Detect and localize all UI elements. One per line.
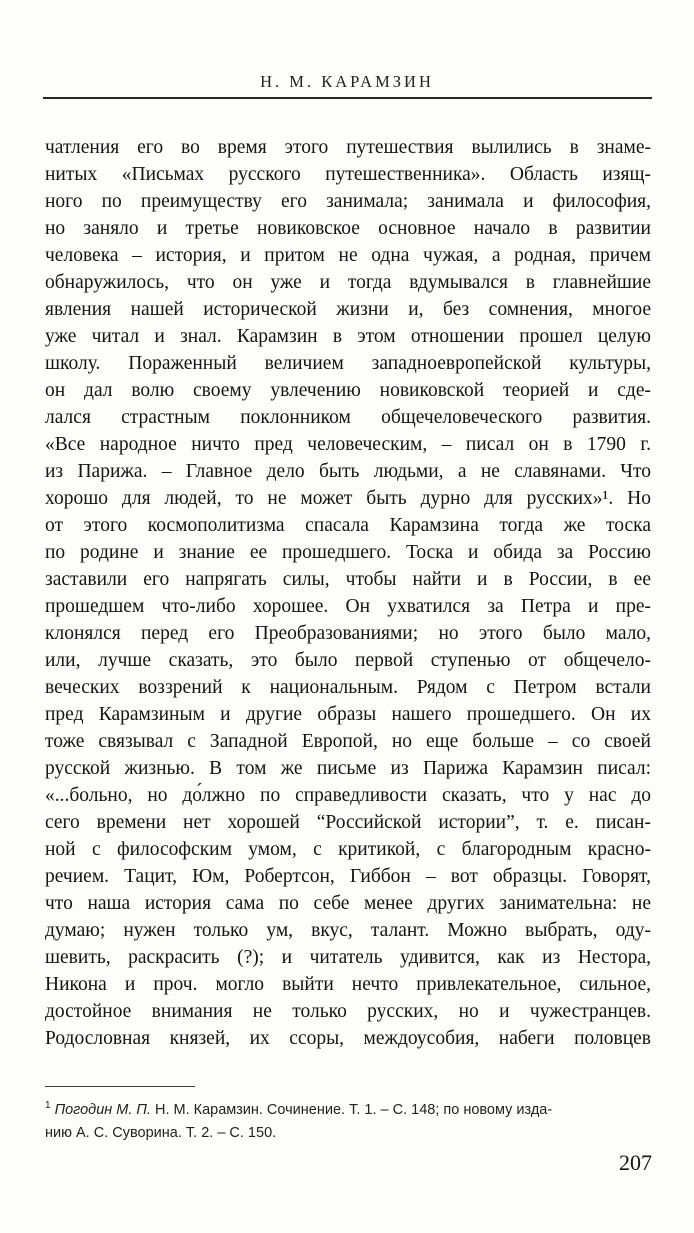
body-line: человека – история, и притом не одна чужая, а родная, причем (45, 245, 651, 266)
footnote-block (45, 1086, 651, 1145)
page-number: 207 (619, 1150, 652, 1175)
header-rule (43, 97, 652, 99)
body-line: «...больно, но до́лжно по справедливости сказать, что у нас до (45, 785, 651, 806)
body-line: тоже связывал с Западной Европой, но еще больше – со своей (45, 731, 651, 752)
body-line: клонялся перед его Преобразованиями; но этого было мало, (45, 623, 651, 644)
body-line: думаю; нужен только ум, вкус, талант. Можно выбрать, оду- (45, 920, 651, 941)
body-line: «Все народное ничто пред человеческим, – писал он в 1790 г. (45, 434, 651, 455)
body-line: он дал волю своему увлечению новиковской теорией и сде- (45, 380, 651, 401)
body-line: хорошо для людей, то не может быть дурно для русских»¹. Но (45, 488, 651, 509)
body-line: что наша история сама по себе менее других занимательна: не (45, 893, 651, 914)
body-line: достойное внимания не только русских, но и чужестранцев. (45, 1001, 651, 1022)
body-line: заставили его напрягать силы, чтобы найти и в России, в ее (45, 569, 651, 590)
body-line: нитых «Письмах русского путешественника». Область изящ- (45, 164, 651, 185)
body-line: но заняло и третье новиковское основное начало в развитии (45, 218, 651, 239)
body-line: ной с философским умом, с критикой, с благородным красно- (45, 839, 651, 860)
body-line: или, лучше сказать, это было первой ступенью от общечело- (45, 650, 651, 671)
footnote-line-1 (45, 1094, 651, 1122)
footnote-marker: 1 (45, 1100, 51, 1111)
footnote-rule (45, 1086, 195, 1087)
body-line: обнаружилось, что он уже и тогда вдумывался в главнейшие (45, 272, 651, 293)
footnote-author: Погодин М. П. (54, 1101, 151, 1118)
body-line: чатления его во время этого путешествия вылились в знаме- (45, 137, 651, 158)
body-line: Никона и проч. могло выйти нечто привлекательное, сильное, (45, 974, 651, 995)
body-text-block (45, 134, 651, 1052)
body-line: от этого космополитизма спасала Карамзина тогда же тоска (45, 515, 651, 536)
body-line: уже читал и знал. Карамзин в этом отношении прошел целую (45, 326, 651, 347)
footnote-line-2: нию А. С. Суворина. Т. 2. – С. 150. (45, 1124, 277, 1141)
body-line: речием. Тацит, Юм, Робертсон, Гиббон – вот образцы. Говорят, (45, 866, 651, 887)
body-line: лался страстным поклонником общечеловеческого развития. (45, 407, 651, 428)
body-line: веческих воззрений к национальным. Рядом с Петром встали (45, 677, 651, 698)
body-line: пред Карамзиным и другие образы нашего прошедшего. Он их (45, 704, 651, 725)
body-line: шевить, раскрасить (?); и читатель удивится, как из Нестора, (45, 947, 651, 968)
running-head: Н. М. КАРАМЗИН (260, 72, 434, 91)
body-line: Родословная князей, их ссоры, междоусобия, набеги половцев (45, 1028, 651, 1049)
body-line: сего времени нет хорошей “Российской истории”, т. е. писан- (45, 812, 651, 833)
body-line: из Парижа. – Главное дело быть людьми, а не славянами. Что (45, 461, 651, 482)
body-line: ного по преимуществу его занимала; занимала и философия, (45, 191, 651, 212)
body-line: русской жизнью. В том же письме из Парижа Карамзин писал: (45, 758, 651, 779)
body-line: прошедшем что-либо хорошее. Он ухватился за Петра и пре- (45, 596, 651, 617)
body-line: по родине и знание ее прошедшего. Тоска и обида за Россию (45, 542, 651, 563)
body-line: школу. Пораженный величием западноевропейской культуры, (45, 353, 651, 374)
body-line: явления нашей исторической жизни и, без сомнения, многое (45, 299, 651, 320)
footnote-text: Н. М. Карамзин. Сочинение. Т. 1. – С. 148; по новому изда- (150, 1101, 553, 1118)
